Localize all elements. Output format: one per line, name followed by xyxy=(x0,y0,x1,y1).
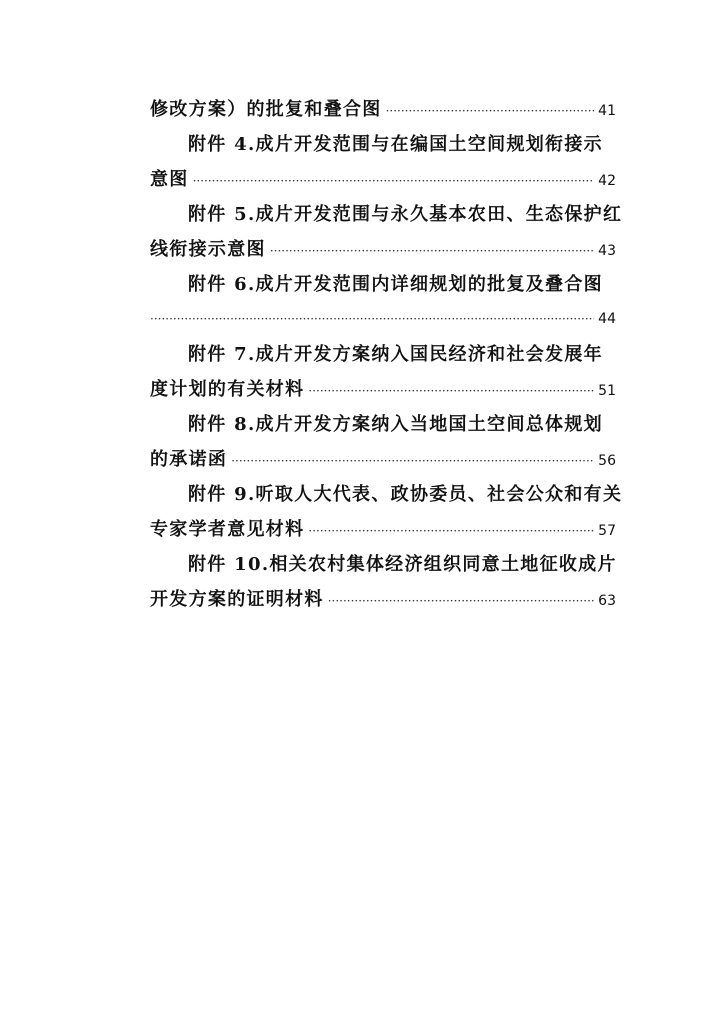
toc-entry-text: 度计划的有关材料 xyxy=(150,379,305,400)
toc-entry-leader-line xyxy=(150,92,616,127)
toc-entry-text: 意图 xyxy=(150,169,189,190)
toc-entry[interactable] xyxy=(150,407,616,477)
toc-entry-leader-line xyxy=(150,372,616,407)
toc-entry-leader-line xyxy=(150,232,616,267)
toc-entry[interactable] xyxy=(150,92,616,127)
toc-entry-leader-line xyxy=(150,512,616,547)
toc-entry-text: 线衔接示意图 xyxy=(150,239,266,260)
toc-entry-text: 开发方案的证明材料 xyxy=(150,589,324,610)
toc-entry-title: 附件 10.相关农村集体经济组织同意土地征收成片 xyxy=(188,554,617,575)
dot-leader xyxy=(308,514,594,549)
dot-leader xyxy=(150,302,594,337)
toc-entry-title: 附件 8.成片开发方案纳入当地国土空间总体规划 xyxy=(188,414,603,435)
dot-leader xyxy=(386,94,595,129)
toc-page-number: 51 xyxy=(598,383,616,399)
toc-page-number: 44 xyxy=(598,311,616,327)
toc-entry-leader-line xyxy=(150,302,616,337)
toc-page-number: 56 xyxy=(598,453,616,469)
toc-entry-leader-line xyxy=(150,442,616,477)
toc-entry-leader-line xyxy=(150,582,616,617)
toc-entry[interactable] xyxy=(150,127,616,197)
toc-page-number: 57 xyxy=(598,523,616,539)
toc-page-number: 43 xyxy=(598,243,616,259)
toc-entry-title: 附件 4.成片开发范围与在编国土空间规划衔接示 xyxy=(188,134,603,155)
toc-entry-text: 的承诺函 xyxy=(150,449,228,470)
dot-leader xyxy=(193,164,595,199)
toc-entry[interactable] xyxy=(150,197,623,267)
dot-leader xyxy=(270,234,594,269)
toc-entry-leader-line xyxy=(150,162,616,197)
toc-entry[interactable] xyxy=(150,477,623,547)
toc-entry-text: 修改方案）的批复和叠合图 xyxy=(150,99,382,120)
toc-page-number: 42 xyxy=(598,173,616,189)
toc-page-number: 63 xyxy=(598,593,616,609)
table-of-contents xyxy=(150,92,623,617)
toc-entry-title: 附件 7.成片开发方案纳入国民经济和社会发展年 xyxy=(188,344,603,365)
dot-leader xyxy=(231,444,594,479)
dot-leader xyxy=(328,584,594,619)
toc-entry-title: 附件 6.成片开发范围内详细规划的批复及叠合图 xyxy=(188,274,603,295)
toc-page-number: 41 xyxy=(598,103,616,119)
toc-entry-text: 专家学者意见材料 xyxy=(150,519,305,540)
toc-entry[interactable] xyxy=(150,267,616,337)
toc-entry[interactable] xyxy=(150,547,616,617)
toc-entry-title: 附件 5.成片开发范围与永久基本农田、生态保护红 xyxy=(188,204,623,225)
toc-entry-title: 附件 9.听取人大代表、政协委员、社会公众和有关 xyxy=(188,484,623,505)
dot-leader xyxy=(308,374,594,409)
toc-entry[interactable] xyxy=(150,337,616,407)
